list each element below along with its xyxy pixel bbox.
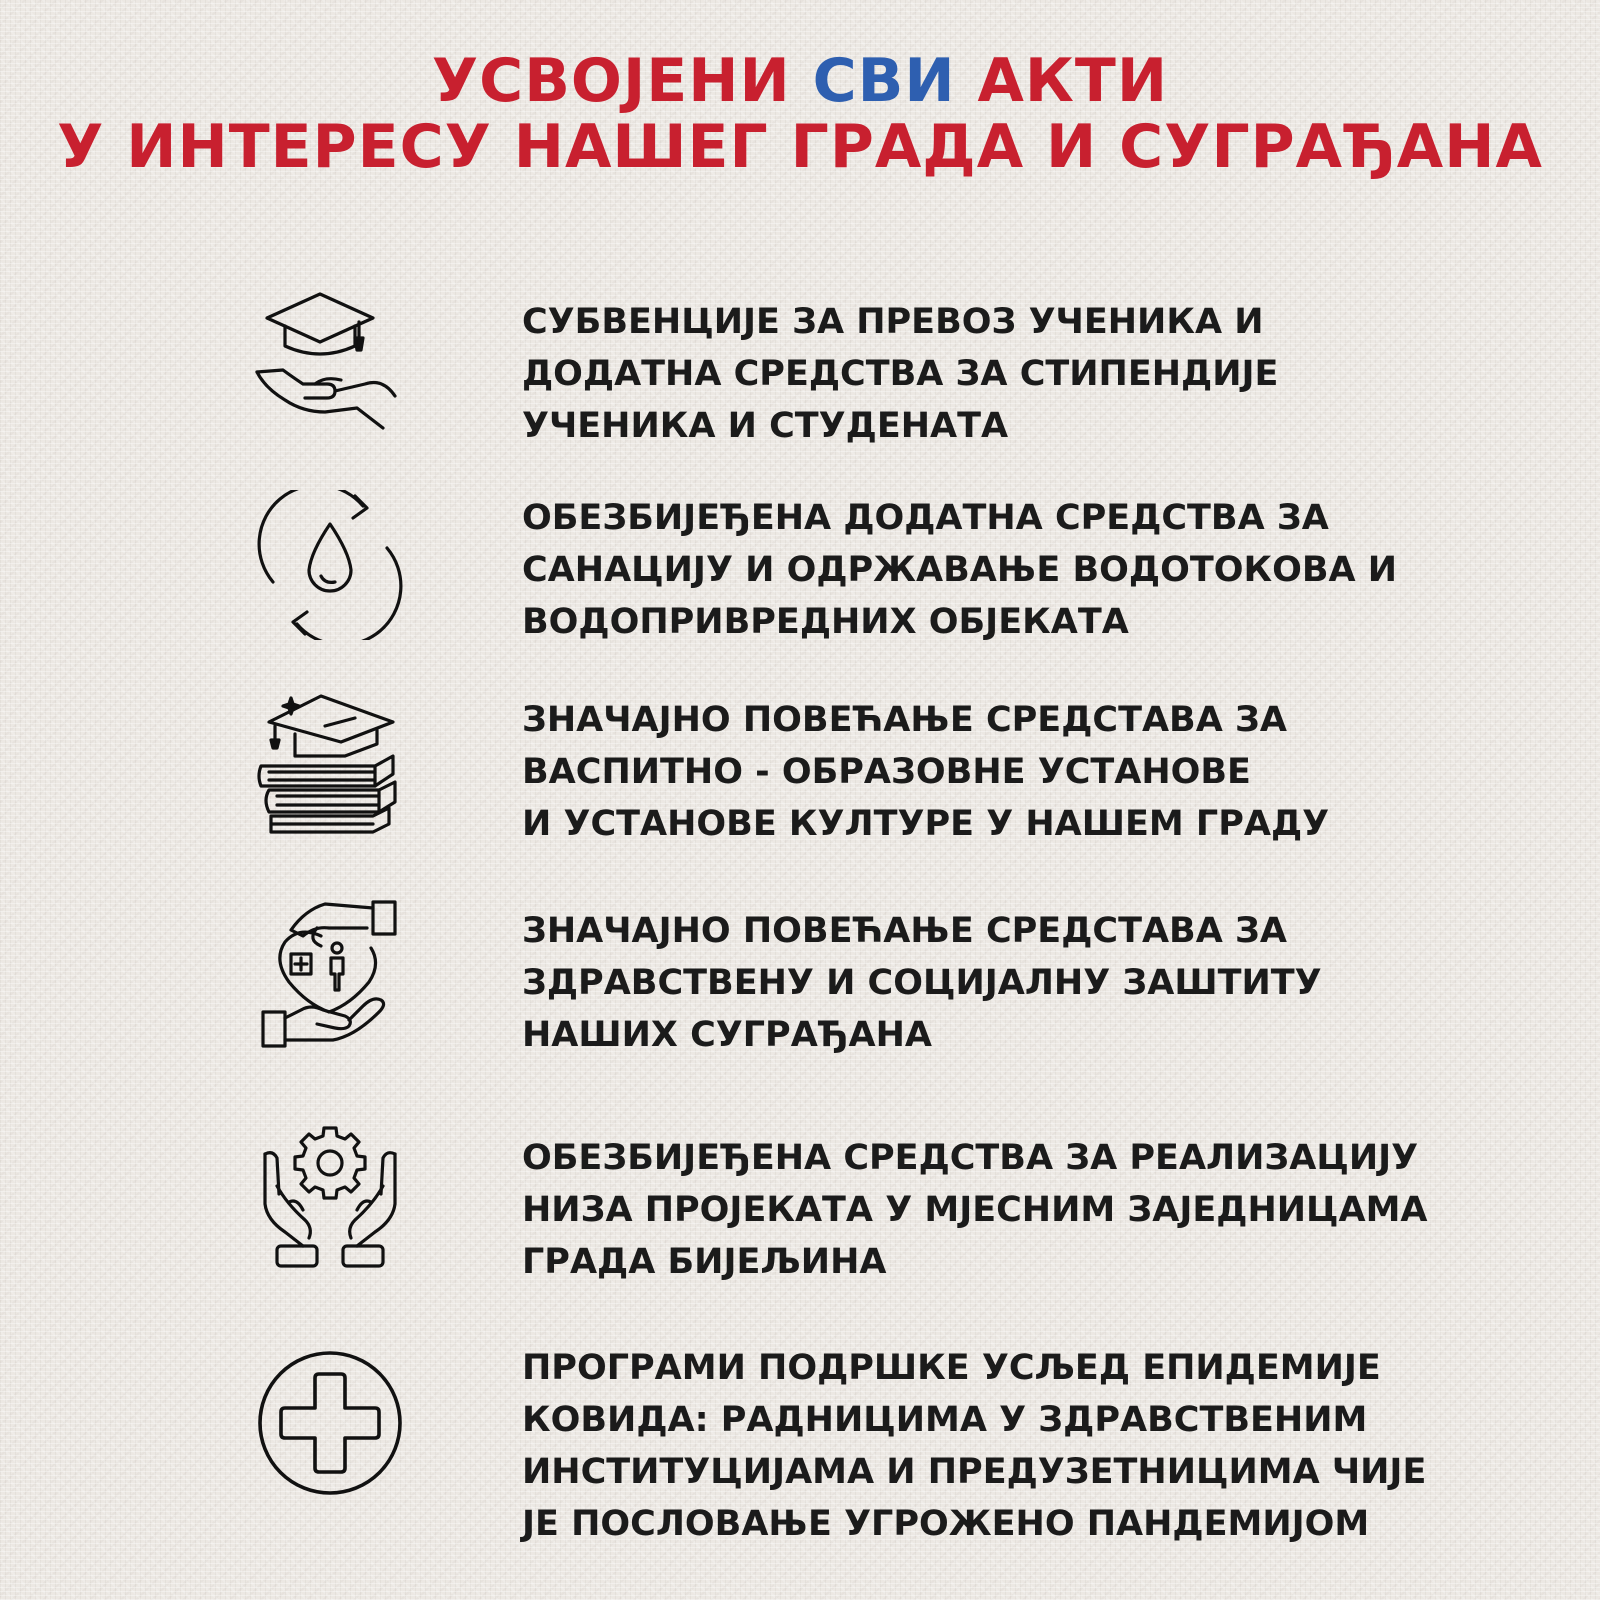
headline-part-2: АКТИ <box>955 46 1169 116</box>
headline-highlight: СВИ <box>812 46 956 116</box>
item-text: ПРОГРАМИ ПОДРШКЕ УСЉЕД ЕПИДЕМИЈЕ КОВИДА: РАДНИЦИМА У ЗДРАВСТВЕНИМ ИНСТИТУЦИЈАМА И ПРЕДУЗЕТНИЦИМА ЧИЈЕ ЈЕ ПОСЛОВАЊЕ УГРОЖЕНО ПАНДЕМИЈОМ <box>522 1348 1427 1544</box>
headline-line-1 <box>0 48 1600 114</box>
item-text: СУБВЕНЦИЈЕ ЗА ПРЕВОЗ УЧЕНИКА И ДОДАТНА СРЕДСТВА ЗА СТИПЕНДИЈЕ УЧЕНИКА И СТУДЕНАТА <box>522 302 1279 446</box>
item-text: ЗНАЧАЈНО ПОВЕЋАЊЕ СРЕДСТАВА ЗА ЗДРАВСТВЕНУ И СОЦИЈАЛНУ ЗАШТИТУ НАШИХ СУГРАЂАНА <box>522 911 1322 1055</box>
hands-gear-icon <box>255 1120 405 1270</box>
item-text: ОБЕЗБИЈЕЂЕНА СРЕДСТВА ЗА РЕАЛИЗАЦИЈУ НИЗА ПРОЈЕКАТА У МЈЕСНИМ ЗАЈЕДНИЦАМА ГРАДА БИЈЕЉИНА <box>522 1138 1428 1282</box>
books-graduation-cap-icon <box>255 690 405 840</box>
health-care-hands-icon <box>255 900 405 1050</box>
graduation-cap-hand-icon <box>255 288 405 438</box>
headline <box>0 48 1600 180</box>
water-drop-recycle-icon <box>255 490 405 640</box>
headline-line-2: У ИНТЕРЕСУ НАШЕГ ГРАДА И СУГРАЂАНА <box>57 112 1543 182</box>
headline-part-1: УСВОЈЕНИ <box>431 46 813 116</box>
item-text: ОБЕЗБИЈЕЂЕНА ДОДАТНА СРЕДСТВА ЗА САНАЦИЈУ И ОДРЖАВАЊЕ ВОДОТОКОВА И ВОДОПРИВРЕДНИХ ОБЈЕКАТА <box>522 498 1398 642</box>
item-text: ЗНАЧАЈНО ПОВЕЋАЊЕ СРЕДСТАВА ЗА ВАСПИТНО - ОБРАЗОВНЕ УСТАНОВЕ И УСТАНОВЕ КУЛТУРЕ У НАШЕМ ГРАДУ <box>522 700 1330 844</box>
medical-cross-circle-icon <box>255 1348 405 1498</box>
